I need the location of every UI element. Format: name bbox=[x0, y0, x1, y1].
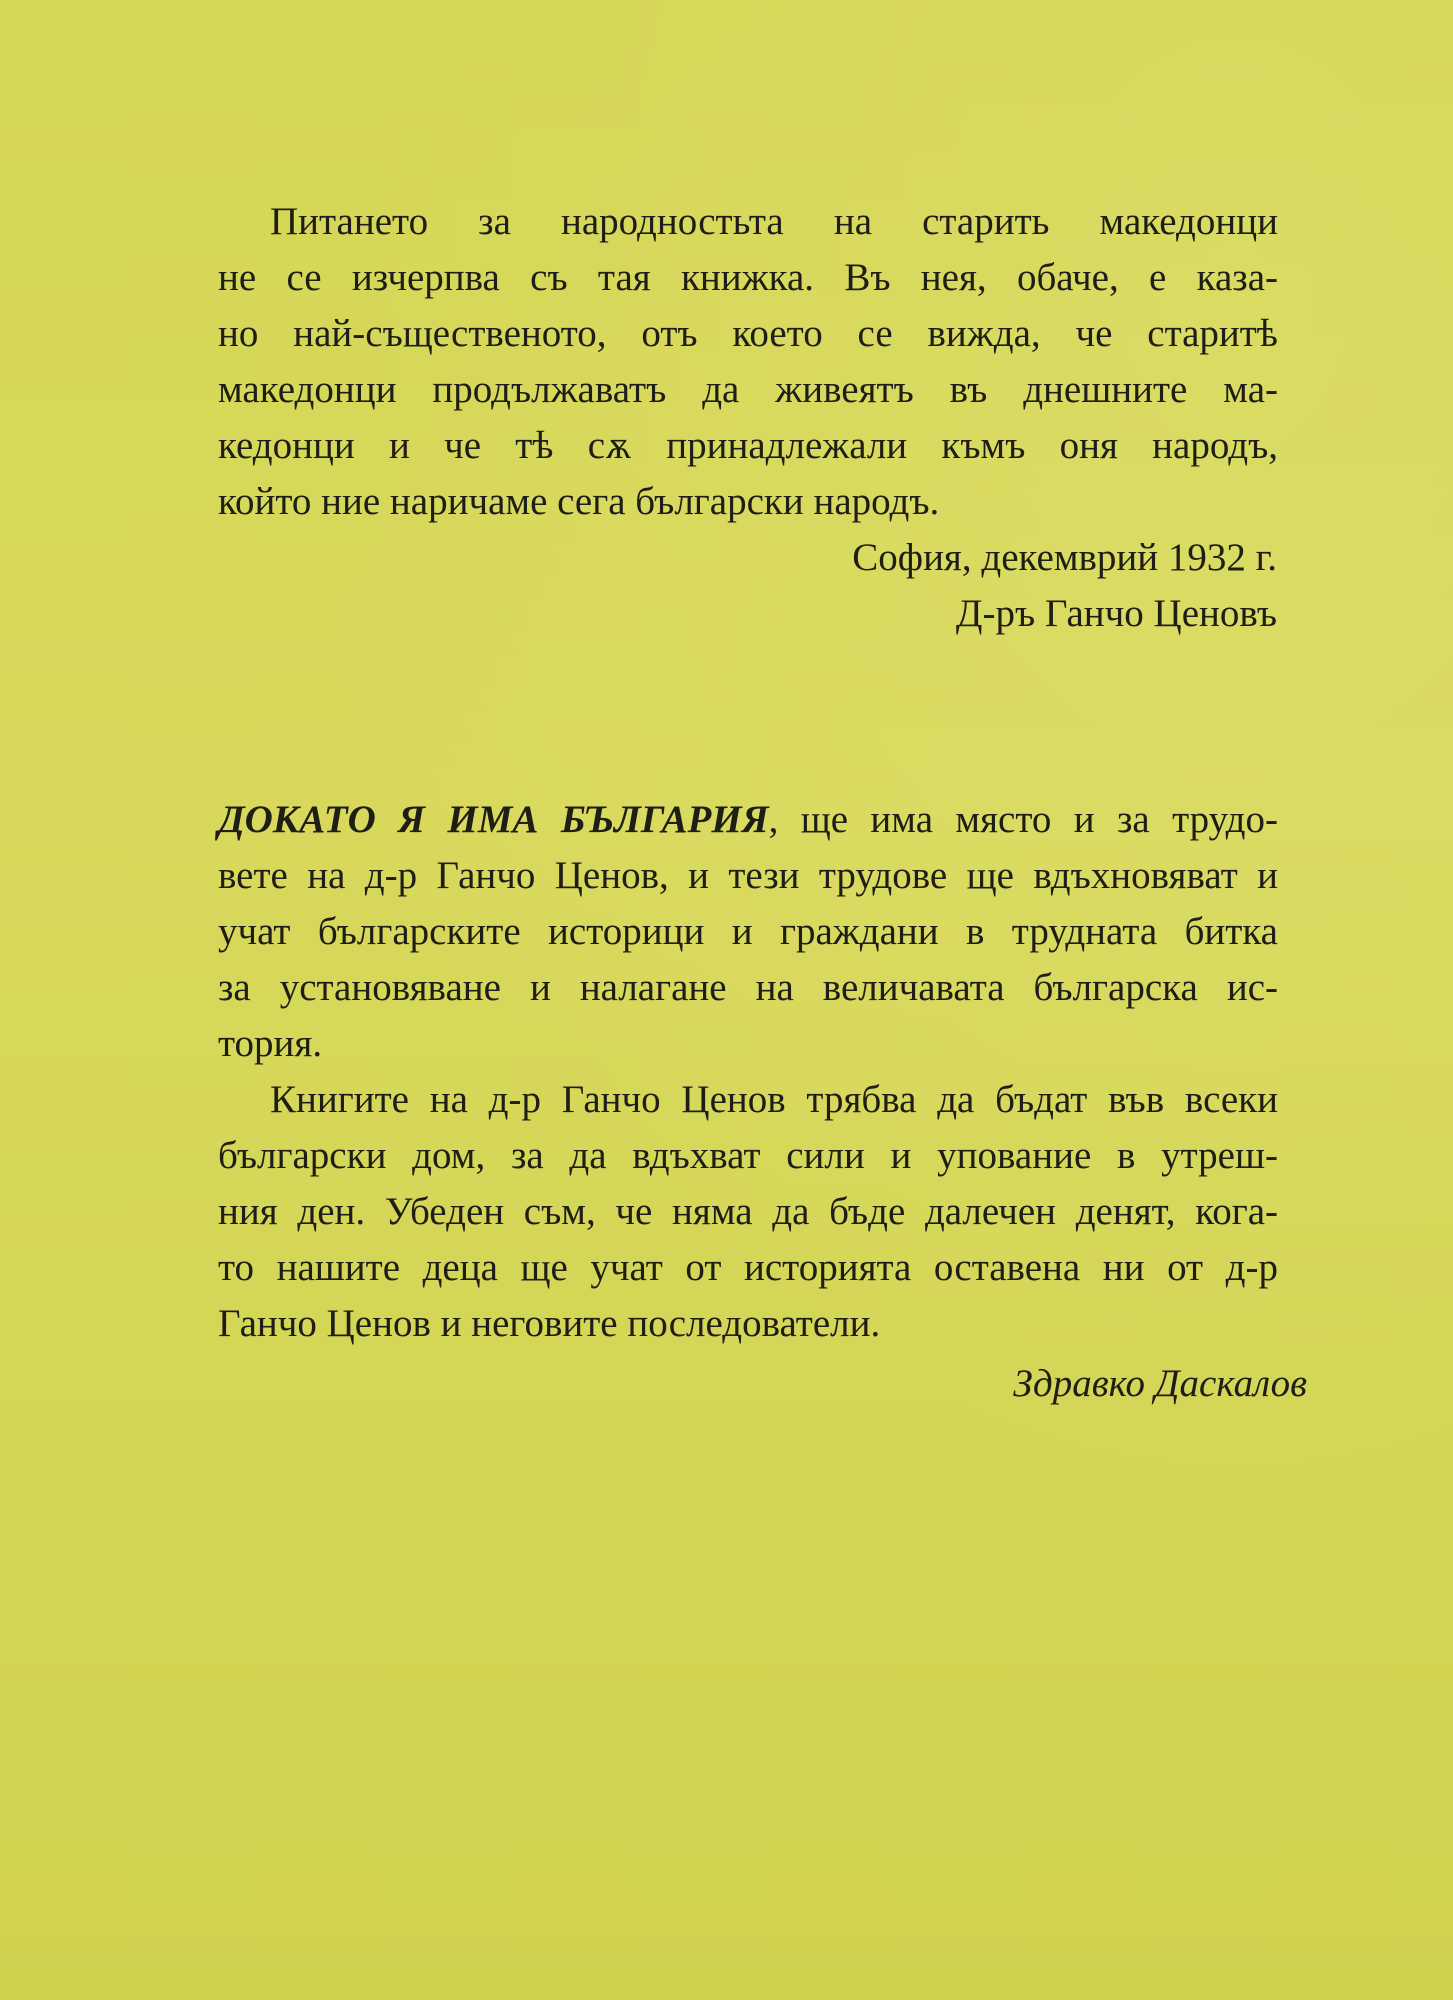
text-line: кедонци и че тѣ сѫ принадлежали къмъ оня народъ, bbox=[218, 424, 1278, 467]
text-line: ния ден. Убеден съм, че няма да бъде далечен денят, кога- bbox=[218, 1190, 1278, 1233]
text-line: Ганчо Ценов и неговите последователи. bbox=[218, 1302, 881, 1345]
signature: Здравко Даскалов bbox=[1013, 1362, 1307, 1405]
text-line: но най-същественото, отъ което се вижда, че старитѣ bbox=[218, 312, 1278, 355]
text-line: учат българските историци и граждани в трудната битка bbox=[218, 910, 1278, 953]
text-line: не се изчерпва съ тая книжка. Въ нея, обаче, е каза- bbox=[218, 256, 1278, 299]
text-line-emphasis bbox=[218, 792, 1278, 848]
text-line: за установяване и налагане на величавата българска ис- bbox=[218, 966, 1278, 1009]
text-line: Питането за народностьта на старить македонци bbox=[270, 200, 1278, 243]
emphasis-phrase: ДОКАТО Я ИМА БЪЛГАРИЯ bbox=[218, 798, 769, 841]
text-line: който ние наричаме сега български народъ. bbox=[218, 480, 940, 523]
author-name: Д-ръ Ганчо Ценовъ bbox=[955, 592, 1277, 635]
place-date: София, декемврий 1932 г. bbox=[852, 536, 1277, 579]
text-line: македонци продължаватъ да живеятъ въ днешните ма- bbox=[218, 368, 1278, 411]
text-line: български дом, за да вдъхват сили и упование в утреш- bbox=[218, 1134, 1278, 1177]
text-fragment: , ще има място и за трудо- bbox=[768, 798, 1278, 841]
text-line: Книгите на д-р Ганчо Ценов трябва да бъдат във всеки bbox=[270, 1078, 1278, 1121]
text-line: вете на д-р Ганчо Ценов, и тези трудове ще вдъхновяват и bbox=[218, 854, 1278, 897]
text-line: то нашите деца ще учат от историята оставена ни от д-р bbox=[218, 1246, 1278, 1289]
text-line: тория. bbox=[218, 1022, 323, 1065]
